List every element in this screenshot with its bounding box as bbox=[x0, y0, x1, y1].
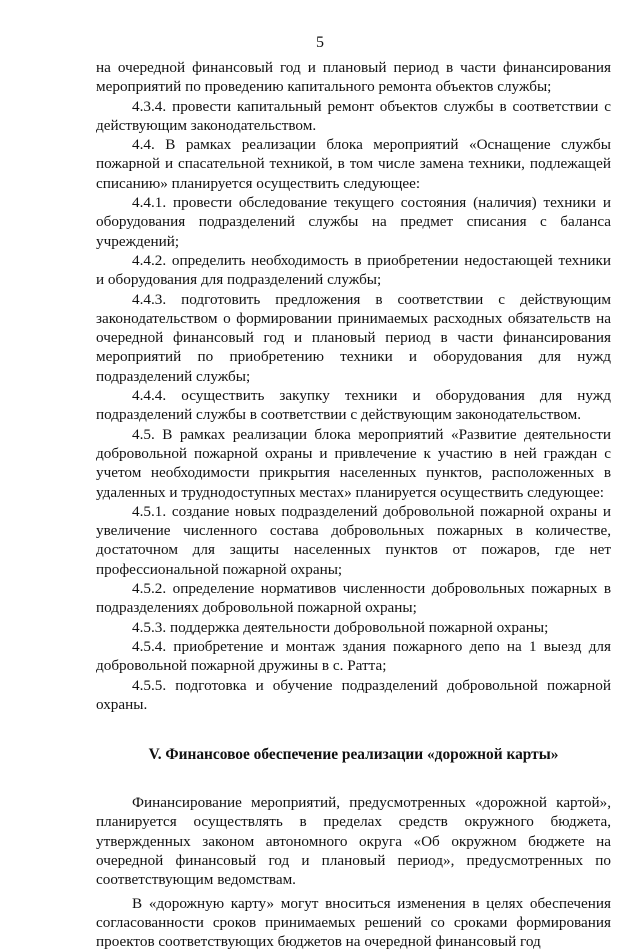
paragraph-4-3-4: 4.3.4. провести капитальный ремонт объектов службы в соответствии с действующим законодательством. bbox=[96, 97, 611, 134]
paragraph-4-5-5: 4.5.5. подготовка и обучение подразделений добровольной пожарной охраны. bbox=[96, 676, 611, 713]
paragraph-4-4-1: 4.4.1. провести обследование текущего состояния (наличия) техники и оборудования подразделений службы на предмет списания с баланса учреждений; bbox=[96, 194, 611, 250]
paragraph-4-5-3: 4.5.3. поддержка деятельности добровольной пожарной охраны; bbox=[132, 618, 549, 636]
section-paragraph-changes: В «дорожную карту» могут вноситься изменения в целях обеспечения согласованности сроков принимаемых решений со сроками формирования проектов соответствующих бюджетов на очередной финансовый год bbox=[96, 894, 611, 951]
paragraph-4-4-4: 4.4.4. осуществить закупку техники и оборудования для нужд подразделений службы в соответствии с действующим законодательством. bbox=[96, 387, 611, 424]
paragraph-4-4: 4.4. В рамках реализации блока мероприятий «Оснащение службы пожарной и спасательной техникой, в том числе замена техники, подлежащей списанию» планируется осуществить следующее: bbox=[96, 136, 611, 192]
paragraph-4-5-1: 4.5.1. создание новых подразделений добровольной пожарной охраны и увеличение численного состава добровольных пожарных в количестве, достаточном для защиты населенных пунктов от пожаров, где нет профессиональной пожарной охраны; bbox=[96, 502, 611, 578]
paragraph-4-5-4: 4.5.4. приобретение и монтаж здания пожарного депо на 1 выезд для добровольной пожарной дружины в с. Ратта; bbox=[96, 637, 611, 675]
paragraph-4-4-2: 4.4.2. определить необходимость в приобретении недостающей техники и оборудования для подразделений службы; bbox=[96, 251, 611, 289]
paragraph-4-5-2: 4.5.2. определение нормативов численности добровольных пожарных в подразделениях добровольной пожарной охраны; bbox=[96, 580, 611, 617]
section-paragraph-financing: Финансирование мероприятий, предусмотренных «дорожной картой», планируется осуществлять в пределах средств окружного бюджета, утвержденных законом автономного округа «Об окружном бюджете на очередной финансовый год и плановый период», предусмотренных по соответствующим ведомствам. bbox=[96, 794, 611, 889]
paragraph-4-5: 4.5. В рамках реализации блока мероприятий «Развитие деятельности добровольной пожарной охраны и привлечение к участию в ней граждан с учетом необходимости прикрытия населенных пунктов, расположенных в удаленных и труднодоступных местах» планируется осуществить следующее: bbox=[96, 425, 611, 501]
document-body bbox=[96, 58, 611, 951]
section-heading: V. Финансовое обеспечение реализации «дорожной карты» bbox=[148, 746, 559, 764]
paragraph-continuation: на очередной финансовый год и плановый период в части финансирования мероприятий по проведению капитального ремонта объектов службы; bbox=[96, 59, 611, 96]
page-number: 5 bbox=[316, 34, 324, 51]
paragraph-4-4-3: 4.4.3. подготовить предложения в соответствии с действующим законодательством о формировании принимаемых расходных обязательств на очередной финансовый год и плановый период в части финансирования мероприятий по приобретению техники и оборудования для нужд подразделений службы; bbox=[96, 290, 611, 385]
